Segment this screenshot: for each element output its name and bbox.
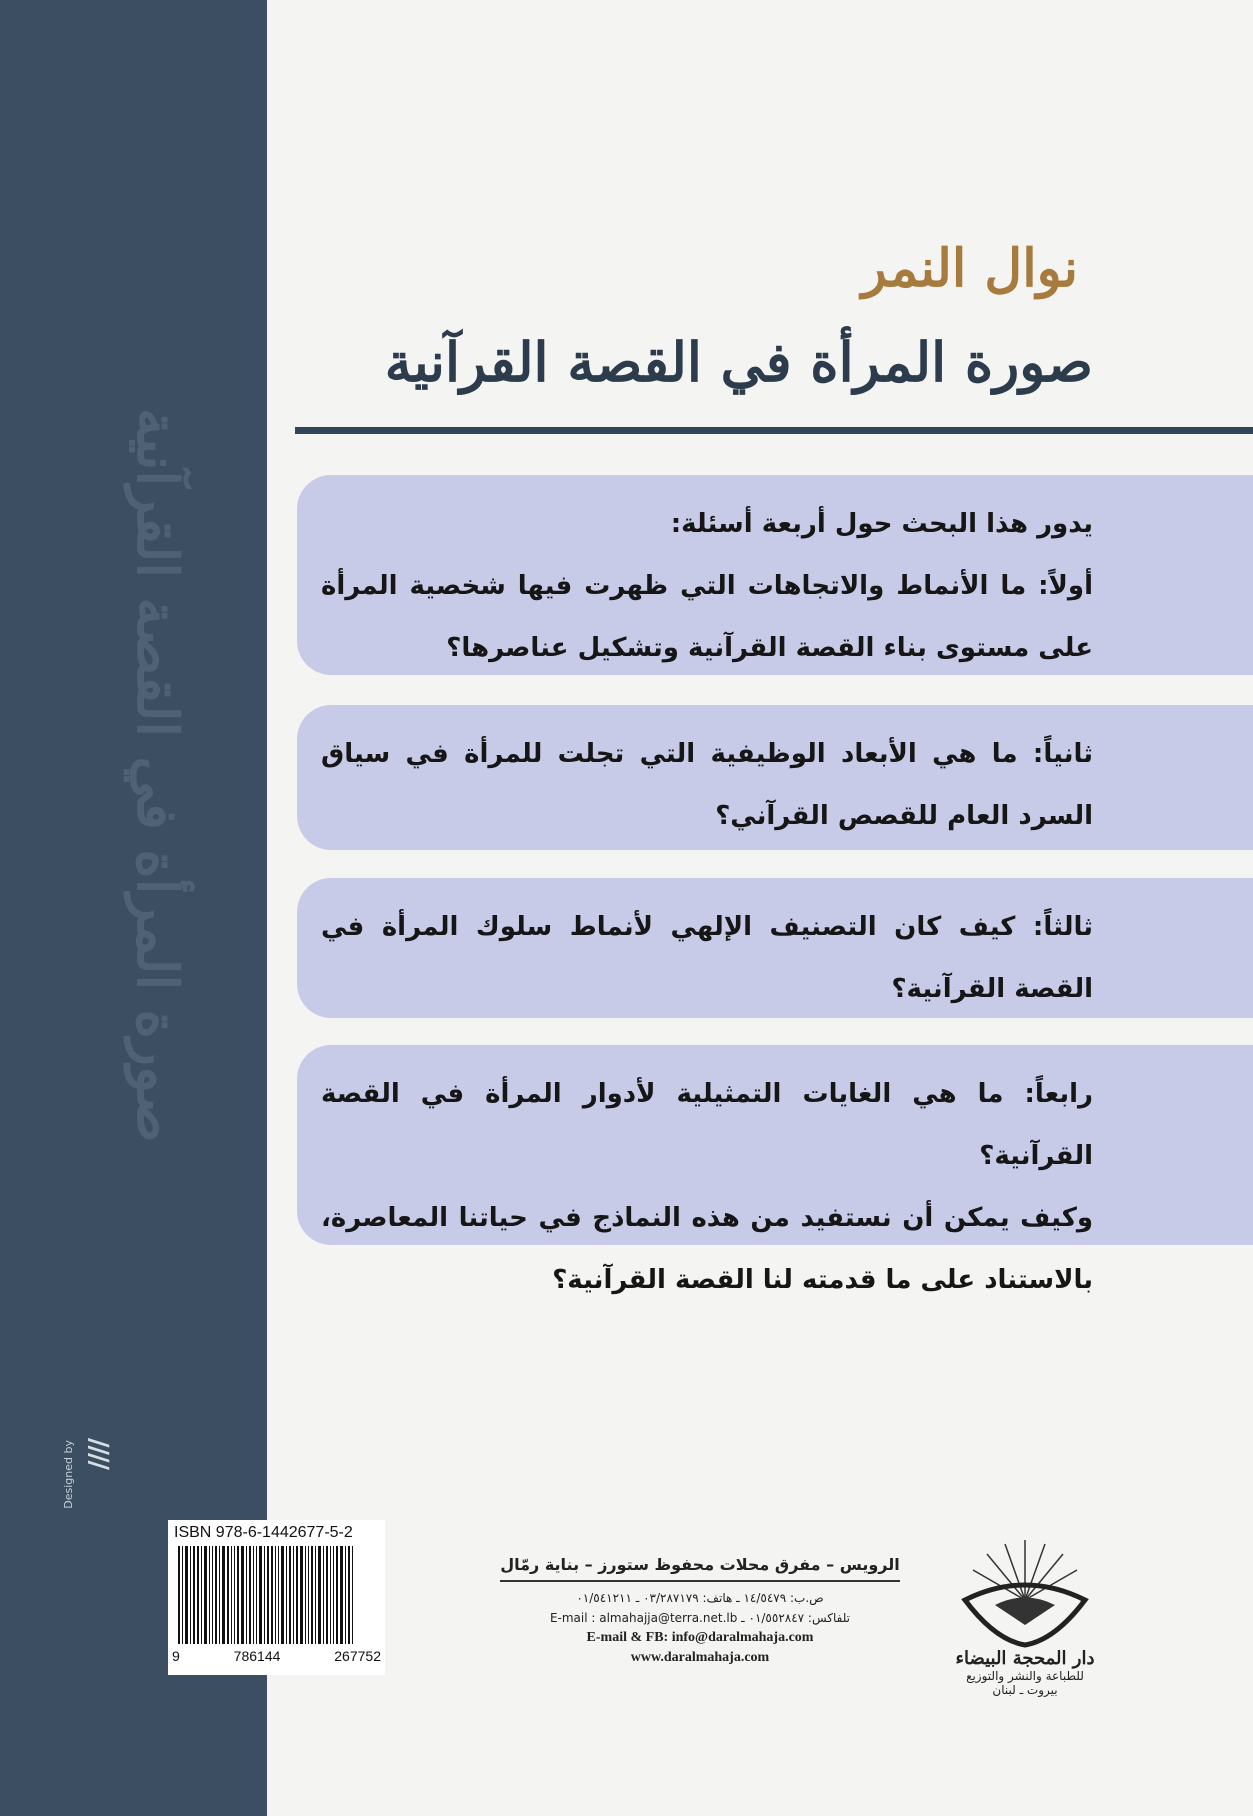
contact-divider [500,1580,900,1582]
publisher-name: دار المحجة البيضاء [955,1648,1095,1669]
barcode-bar [348,1546,350,1644]
question-box-1 [297,475,1253,675]
barcode-bar [241,1546,244,1644]
barcode-bar [286,1546,287,1644]
barcode-bar [212,1546,213,1644]
question-box-2 [297,705,1253,850]
barcode-bar [222,1546,225,1644]
barcode-bar [246,1546,247,1644]
barcode-bar [209,1546,210,1644]
isbn-label: ISBN 978-6-1442677-5-2 [174,1524,353,1541]
barcode-bar [352,1546,353,1644]
question-box-4 [297,1045,1253,1295]
question-intro: يدور هذا البحث حول أربعة أسئلة: [670,509,1093,539]
barcode-bars [178,1546,378,1644]
barcode-digit-b: 786144 [233,1648,281,1664]
title-divider [295,427,1253,434]
barcode-bar [330,1546,331,1644]
designer-logo: //// [84,1440,114,1470]
question-text: وكيف يمكن أن نستفيد من هذه النماذج في حياتنا المعاصرة، بالاستناد على ما قدمته لنا القصة القرآنية؟ [321,1203,1093,1295]
barcode-digit-a: 9 [172,1648,180,1664]
barcode-bar [275,1546,276,1644]
publisher-sub: للطباعة والنشر والتوزيع [966,1669,1084,1683]
barcode-bar [278,1546,279,1644]
fax-email: تلفاكس: ٠١/٥٥٢٨٤٧ ـ E-mail : almahajja@terra.net.lb [549,1611,851,1625]
barcode-bar [185,1546,188,1644]
designed-by-label: Designed by [62,1440,75,1509]
barcode-bar [193,1546,195,1644]
barcode-bar [340,1546,343,1644]
barcode-bar [267,1546,269,1644]
barcode-bar [253,1546,254,1644]
isbn-barcode [168,1520,385,1675]
barcode-bar [201,1546,202,1644]
barcode-bar [182,1546,183,1644]
barcode-bar [326,1546,328,1644]
barcode-bar [293,1546,294,1644]
barcode-digits [168,1648,385,1664]
question-text: أولاً: ما الأنماط والاتجاهات التي ظهرت فيها شخصية المرأة على مستوى بناء القصة القرآنية وتشكيل عناصرها؟ [321,571,1093,663]
barcode-bar [197,1546,199,1644]
barcode-bar [296,1546,298,1644]
barcode-bar [204,1546,207,1644]
barcode-digit-c: 267752 [334,1648,381,1664]
author-name: نوال النمر [861,238,1078,299]
barcode-bar [249,1546,251,1644]
publisher-city: بيروت ـ لبنان [992,1683,1058,1697]
question-text: ثانياً: ما هي الأبعاد الوظيفية التي تجلت للمرأة في سياق السرد العام للقصص القرآني؟ [321,739,1093,831]
barcode-bar [264,1546,265,1644]
barcode-bar [227,1546,229,1644]
question-box-3 [297,878,1253,1018]
barcode-bar [256,1546,257,1644]
barcode-bar [215,1546,217,1644]
spine-title: صورة المرأة في القصة القرآنية [124,407,190,1143]
barcode-bar [271,1546,273,1644]
barcode-bar [311,1546,313,1644]
barcode-bar [345,1546,346,1644]
barcode-bar [336,1546,338,1644]
po-box-phone: ص.ب: ١٤/٥٤٧٩ ـ هاتف: ٠٣/٢٨٧١٧٩ ـ ٠١/٥٤١٢١١ [576,1591,824,1605]
barcode-bar [237,1546,239,1644]
book-title: صورة المرأة في القصة القرآنية [384,330,1093,394]
barcode-bar [219,1546,220,1644]
barcode-bar [323,1546,324,1644]
barcode-bar [178,1546,180,1644]
barcode-bar [315,1546,316,1644]
barcode-bar [333,1546,334,1644]
barcode-bar [231,1546,232,1644]
question-text: ثالثاً: كيف كان التصنيف الإلهي لأنماط سلوك المرأة في القصة القرآنية؟ [321,912,1093,1004]
website: www.daralmahaja.com [630,1650,770,1665]
barcode-bar [281,1546,284,1644]
barcode-bar [259,1546,262,1644]
publisher-contact [490,1555,910,1668]
barcode-bar [190,1546,191,1644]
barcode-bar [308,1546,309,1644]
publisher-address: الرويس – مفرق محلات محفوظ ستورز – بناية رمّال [500,1555,900,1574]
email-fb: E-mail & FB: info@daralmahaja.com [586,1630,814,1645]
question-text: رابعاً: ما هي الغايات التمثيلية لأدوار المرأة في القصة القرآنية؟ [321,1079,1093,1171]
barcode-bar [289,1546,291,1644]
barcode-bar [318,1546,321,1644]
barcode-bar [305,1546,306,1644]
barcode-bar [234,1546,235,1644]
publisher-name-block [925,1648,1125,1697]
barcode-bar [300,1546,303,1644]
